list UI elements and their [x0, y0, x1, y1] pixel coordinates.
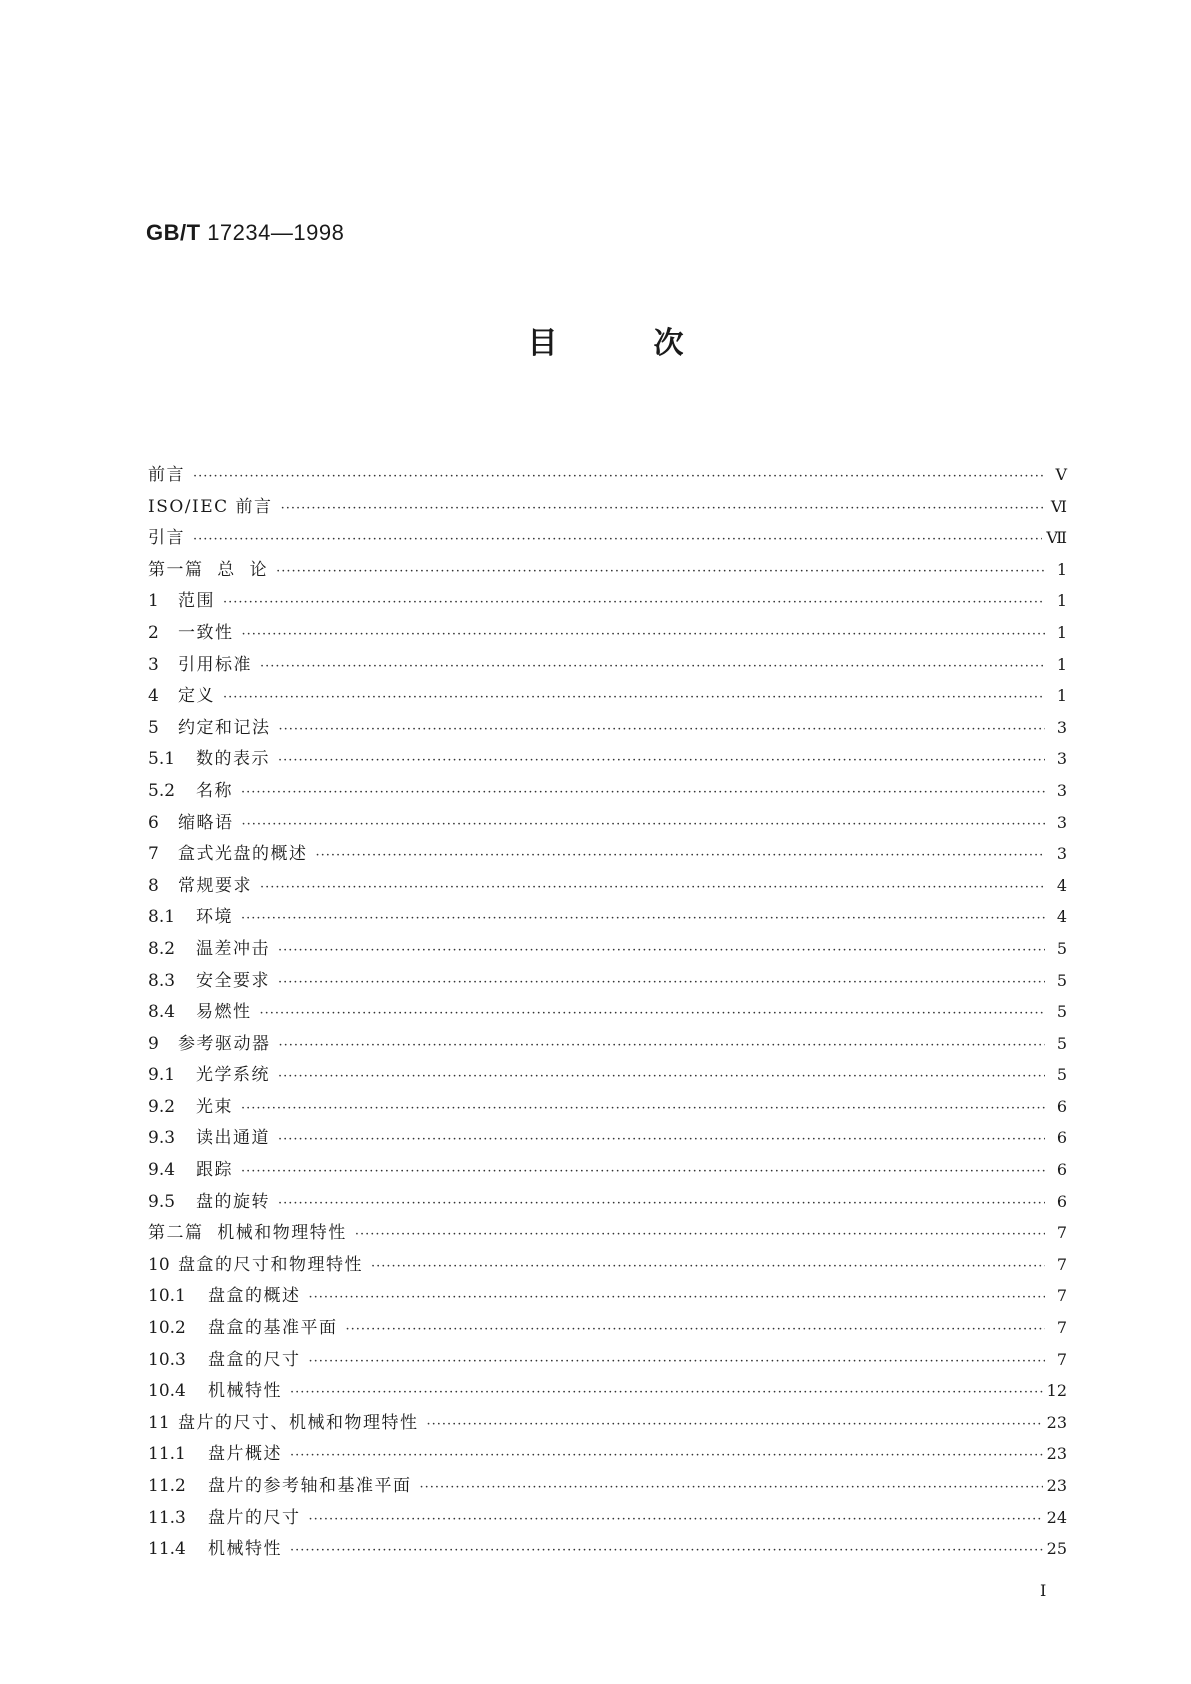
toc-entry-page: 3: [1056, 780, 1067, 800]
toc-entry-page: 4: [1056, 875, 1067, 895]
toc-entry: [148, 1249, 1067, 1281]
toc-dot-leader: [241, 1156, 1045, 1188]
toc-entry-page: 1: [1056, 591, 1067, 611]
toc-entry: [148, 838, 1067, 870]
toc-entry-title: 盘片的尺寸: [208, 1507, 301, 1528]
toc-entry: [148, 1280, 1067, 1312]
toc-entry-page: 5: [1056, 1002, 1067, 1022]
toc-entry-number: 9.5: [148, 1191, 176, 1212]
toc-entry: [148, 617, 1067, 649]
toc-entry-page: 6: [1056, 1096, 1067, 1116]
toc-entry-title: 定义: [178, 686, 215, 707]
toc-dot-leader: [241, 777, 1045, 809]
toc-entry-title: 盒式光盘的概述: [178, 844, 308, 865]
toc-entry-page: 1: [1056, 654, 1067, 674]
toc-entry: [148, 933, 1067, 965]
toc-entry-title: 缩略语: [178, 812, 234, 833]
toc-entry-number: 6: [148, 812, 159, 833]
toc-entry-page: 6: [1056, 1160, 1067, 1180]
toc-entry: [148, 743, 1067, 775]
toc-entry-number: 11.1: [148, 1444, 186, 1465]
toc-entry: [148, 1186, 1067, 1218]
toc-dot-leader: [223, 587, 1045, 619]
title-char-2: 次: [653, 326, 684, 361]
standard-code: [146, 220, 344, 246]
toc-entry-number: 3: [148, 654, 159, 675]
toc-entry-title: 名称: [196, 780, 233, 801]
toc-entry: [148, 1028, 1067, 1060]
toc-entry-title: 盘盒的尺寸和物理特性: [178, 1254, 363, 1275]
toc-entry: [148, 1122, 1067, 1154]
toc-entry: [148, 649, 1067, 681]
toc-entry-number: 10.3: [148, 1349, 186, 1370]
toc-entry-page: Ⅶ: [1046, 528, 1067, 548]
toc-entry-number: 9.1: [148, 1065, 176, 1086]
toc-entry: [148, 1375, 1067, 1407]
toc-entry-title: 一致性: [178, 622, 234, 643]
toc-entry-number: 4: [148, 686, 159, 707]
toc-entry: [148, 712, 1067, 744]
toc-dot-leader: [276, 556, 1045, 588]
toc-entry-title: 光学系统: [196, 1065, 270, 1086]
toc-dot-leader: [316, 840, 1046, 872]
toc-entry: [148, 901, 1067, 933]
toc-entry-title: 约定和记法: [178, 717, 271, 738]
toc-entry-title: 第二篇 机械和物理特性: [148, 1223, 347, 1244]
toc-entry-page: 7: [1056, 1223, 1067, 1243]
toc-entry-title: 盘盒的概述: [208, 1286, 301, 1307]
toc-entry-number: 10.4: [148, 1381, 186, 1402]
toc-entry-title: 盘片概述: [208, 1444, 282, 1465]
toc-entry-title: 前言: [148, 465, 185, 485]
toc-entry: [148, 1344, 1067, 1376]
toc-entry-title: 温差冲击: [196, 938, 270, 959]
table-of-contents: [148, 459, 1067, 1565]
page-title: [0, 318, 1191, 362]
toc-entry-page: 3: [1056, 749, 1067, 769]
toc-entry-page: Ⅴ: [1055, 465, 1067, 484]
toc-entry-page: 6: [1056, 1128, 1067, 1148]
toc-entry-number: 9.4: [148, 1160, 176, 1181]
toc-entry: [148, 1059, 1067, 1091]
toc-dot-leader: [427, 1409, 1043, 1441]
toc-dot-leader: [241, 1093, 1045, 1125]
toc-entry-page: 7: [1056, 1349, 1067, 1369]
toc-dot-leader: [355, 1219, 1045, 1251]
toc-entry-title: 盘片的尺寸、机械和物理特性: [178, 1412, 419, 1433]
toc-entry: [148, 870, 1067, 902]
page-number: Ⅰ: [1040, 1581, 1047, 1600]
toc-entry: [148, 1502, 1067, 1534]
toc-dot-leader: [309, 1504, 1043, 1536]
toc-entry-title: 读出通道: [196, 1128, 270, 1149]
toc-entry: [148, 996, 1067, 1028]
toc-entry-page: 6: [1056, 1191, 1067, 1211]
toc-entry-page: 3: [1056, 717, 1067, 737]
toc-entry-number: 8.4: [148, 1002, 176, 1023]
toc-entry: [148, 522, 1067, 554]
toc-entry-number: 11.3: [148, 1507, 186, 1528]
toc-entry: [148, 1407, 1067, 1439]
toc-entry-number: 8.2: [148, 938, 176, 959]
toc-entry: [148, 459, 1067, 491]
toc-entry-title: 盘的旋转: [196, 1191, 270, 1212]
toc-entry-page: 24: [1046, 1507, 1067, 1527]
toc-entry-number: 2: [148, 622, 159, 643]
toc-entry: [148, 491, 1067, 523]
toc-entry-title: 环境: [196, 907, 233, 928]
standard-number: 17234—1998: [207, 220, 345, 245]
toc-entry: [148, 1533, 1067, 1565]
toc-dot-leader: [260, 998, 1046, 1030]
toc-entry: [148, 1312, 1067, 1344]
toc-entry-page: 1: [1056, 622, 1067, 642]
toc-entry-title: 盘片的参考轴和基准平面: [208, 1476, 412, 1496]
toc-entry-page: 23: [1046, 1444, 1067, 1464]
toc-dot-leader: [242, 809, 1046, 841]
toc-dot-leader: [242, 619, 1046, 651]
toc-entry-page: 23: [1046, 1412, 1067, 1432]
toc-entry-page: Ⅵ: [1050, 496, 1067, 516]
toc-entry: [148, 807, 1067, 839]
toc-entry-page: 3: [1056, 844, 1067, 864]
toc-entry-page: 5: [1056, 970, 1067, 990]
toc-entry-number: 9.3: [148, 1128, 176, 1149]
toc-dot-leader: [279, 1030, 1046, 1062]
toc-entry: [148, 1091, 1067, 1123]
toc-entry-number: 10: [148, 1254, 170, 1275]
toc-entry: [148, 1438, 1067, 1470]
toc-entry-page: 7: [1056, 1254, 1067, 1274]
toc-entry-page: 12: [1046, 1381, 1067, 1401]
toc-entry-number: 11: [148, 1412, 170, 1433]
toc-entry-title: 第一篇 总 论: [148, 559, 269, 580]
toc-dot-leader: [279, 714, 1046, 746]
toc-entry-number: 5.1: [148, 749, 176, 770]
toc-entry-number: 8.3: [148, 970, 176, 991]
toc-entry-title: 机械特性: [208, 1381, 282, 1402]
toc-dot-leader: [290, 1377, 1043, 1409]
toc-entry-title: 数的表示: [196, 749, 270, 770]
toc-entry: [148, 775, 1067, 807]
toc-entry-title: 跟踪: [196, 1160, 233, 1181]
toc-entry-page: 1: [1056, 686, 1067, 706]
toc-entry-title: ISO/IEC 前言: [148, 496, 273, 517]
toc-entry-number: 7: [148, 844, 159, 865]
toc-dot-leader: [278, 1061, 1045, 1093]
toc-dot-leader: [309, 1282, 1046, 1314]
toc-entry-title: 常规要求: [178, 875, 252, 896]
toc-entry: [148, 680, 1067, 712]
toc-dot-leader: [278, 935, 1045, 967]
toc-entry-title: 引言: [148, 528, 185, 549]
toc-entry-page: 25: [1046, 1539, 1067, 1559]
toc-entry-title: 易燃性: [196, 1002, 252, 1023]
toc-entry-number: 8: [148, 875, 159, 896]
toc-dot-leader: [193, 524, 1042, 556]
toc-dot-leader: [278, 1188, 1045, 1220]
toc-entry-title: 盘盒的尺寸: [208, 1349, 301, 1370]
title-char-1: 目: [527, 326, 558, 361]
toc-dot-leader: [420, 1472, 1043, 1504]
toc-entry-page: 5: [1056, 938, 1067, 958]
toc-entry-number: 8.1: [148, 907, 176, 928]
toc-entry-title: 参考驱动器: [178, 1033, 271, 1054]
toc-entry-number: 11.4: [148, 1539, 186, 1560]
toc-dot-leader: [241, 903, 1045, 935]
toc-dot-leader: [278, 1124, 1045, 1156]
toc-dot-leader: [281, 493, 1045, 525]
toc-dot-leader: [309, 1346, 1046, 1378]
toc-dot-leader: [278, 745, 1045, 777]
toc-entry-title: 盘盒的基准平面: [208, 1318, 338, 1339]
toc-entry-page: 5: [1056, 1033, 1067, 1053]
toc-entry-number: 10.1: [148, 1286, 186, 1307]
toc-entry-number: 9.2: [148, 1096, 176, 1117]
toc-dot-leader: [371, 1251, 1045, 1283]
toc-entry-number: 9: [148, 1033, 159, 1054]
toc-entry-page: 1: [1056, 559, 1067, 579]
toc-entry-title: 安全要求: [196, 970, 270, 991]
toc-entry-number: 11.2: [148, 1476, 186, 1496]
toc-entry-number: 1: [148, 591, 159, 612]
toc-entry: [148, 1470, 1067, 1502]
toc-entry-page: 7: [1056, 1318, 1067, 1338]
toc-entry-page: 23: [1046, 1476, 1067, 1495]
toc-entry-title: 机械特性: [208, 1539, 282, 1560]
toc-entry-number: 5.2: [148, 780, 176, 801]
toc-entry-title: 光束: [196, 1096, 233, 1117]
toc-entry-page: 4: [1056, 907, 1067, 927]
toc-entry: [148, 1217, 1067, 1249]
toc-entry-number: 10.2: [148, 1318, 186, 1339]
toc-entry: [148, 965, 1067, 997]
toc-entry-title: 范围: [178, 591, 215, 612]
toc-entry: [148, 585, 1067, 617]
toc-entry: [148, 554, 1067, 586]
toc-entry-page: 3: [1056, 812, 1067, 832]
toc-dot-leader: [193, 461, 1045, 493]
toc-dot-leader: [278, 967, 1045, 999]
toc-dot-leader: [346, 1314, 1046, 1346]
toc-dot-leader: [260, 872, 1045, 904]
toc-entry-number: 5: [148, 717, 159, 738]
toc-dot-leader: [290, 1535, 1043, 1567]
toc-dot-leader: [260, 651, 1045, 683]
toc-dot-leader: [290, 1440, 1043, 1472]
toc-entry-title: 引用标准: [178, 654, 252, 675]
standard-prefix: GB/T: [146, 220, 201, 245]
toc-entry-page: 7: [1056, 1286, 1067, 1306]
toc-dot-leader: [223, 682, 1045, 714]
toc-entry: [148, 1154, 1067, 1186]
toc-entry-page: 5: [1056, 1065, 1067, 1085]
